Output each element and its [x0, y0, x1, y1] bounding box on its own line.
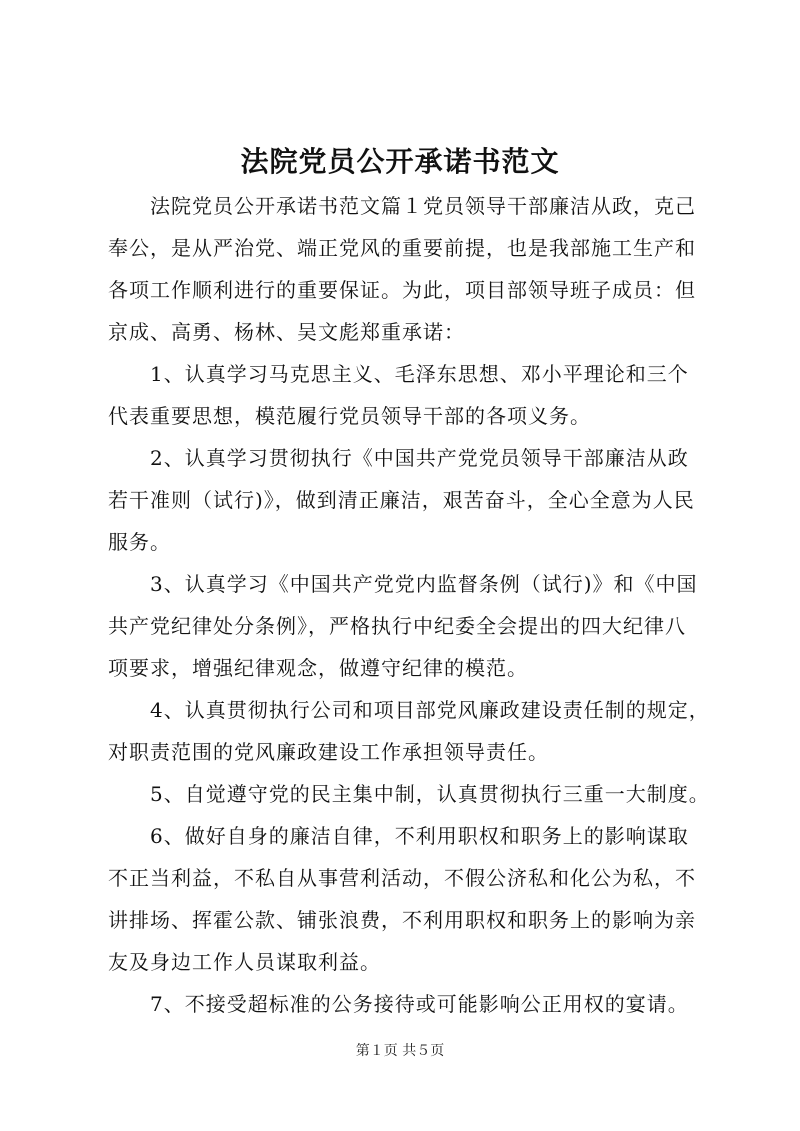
text-line: 4、认真贯彻执行公司和项目部党风廉政建设责任制的规定，: [150, 698, 710, 722]
paragraph-item-3: [108, 563, 714, 689]
text-line: 2、认真学习贯彻执行《中国共产党党员领导干部廉洁从政: [150, 446, 689, 470]
paragraph-intro: [108, 185, 714, 353]
text-line: 1、认真学习马克思主义、毛泽东思想、邓小平理论和三个: [150, 362, 689, 386]
text-line: 共产党纪律处分条例》，严格执行中纪委全会提出的四大纪律八: [108, 614, 686, 638]
text-line: 若干准则（试行)》，做到清正廉洁，艰苦奋斗，全心全意为人民: [108, 488, 695, 512]
text-line: 奉公，是从严治党、端正党风的重要前提，也是我部施工生产和: [108, 236, 696, 260]
text-line: 法院党员公开承诺书范文篇１党员领导干部廉洁从政，克己: [150, 194, 696, 218]
text-line: 服务。: [108, 530, 171, 554]
text-line: 不正当利益，不私自从事营利活动，不假公济私和化公为私，不: [108, 866, 696, 890]
text-line: 京成、高勇、杨林、吴文彪郑重承诺：: [108, 320, 465, 344]
paragraph-item-7: [108, 983, 714, 1025]
paragraph-item-1: [108, 353, 714, 437]
paragraph-item-4: [108, 689, 714, 773]
text-line: 6、做好自身的廉洁自律，不利用职权和职务上的影响谋取: [150, 824, 689, 848]
paragraph-item-2: [108, 437, 714, 563]
document-title: 法院党员公开承诺书范文: [240, 145, 560, 178]
text-line: 3、认真学习《中国共产党党内监督条例（试行)》和《中国: [150, 572, 698, 596]
text-line: 友及身边工作人员谋取利益。: [108, 950, 381, 974]
document-body: [108, 185, 714, 1025]
paragraph-item-5: [108, 773, 714, 815]
page-footer: [0, 1041, 800, 1061]
text-line: 对职责范围的党风廉政建设工作承担领导责任。: [108, 740, 549, 764]
text-line: 5、自觉遵守党的民主集中制，认真贯彻执行三重一大制度。: [150, 782, 710, 806]
text-line: 项要求，增强纪律观念，做遵守纪律的模范。: [108, 656, 528, 680]
text-line: 7、不接受超标准的公务接待或可能影响公正用权的宴请。: [150, 992, 689, 1016]
text-line: 讲排场、挥霍公款、铺张浪费，不利用职权和职务上的影响为亲: [108, 908, 696, 932]
page-indicator: 第１页 共５页: [355, 1043, 445, 1059]
text-line: 各项工作顺利进行的重要保证。为此，项目部领导班子成员：但: [108, 278, 696, 302]
text-line: 代表重要思想，模范履行党员领导干部的各项义务。: [108, 404, 591, 428]
paragraph-item-6: [108, 815, 714, 983]
